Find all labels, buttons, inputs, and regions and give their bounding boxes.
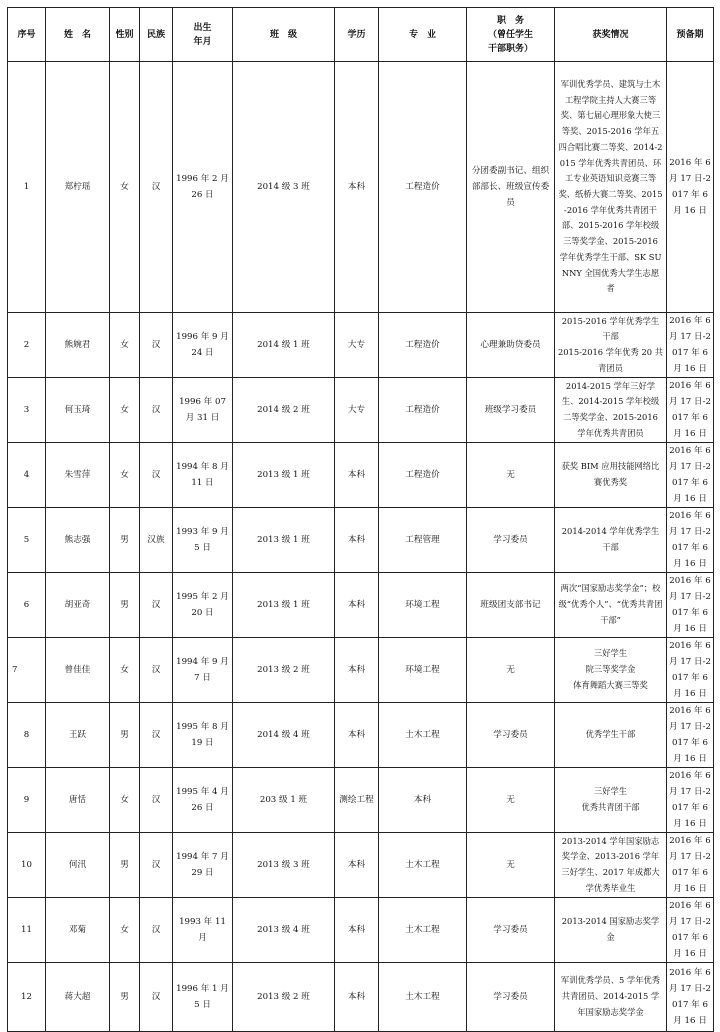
cell-major: 土木工程 (379, 963, 467, 1032)
cell-period: 2016 年 6 月 17 日-2017 年 6 月 16 日 (667, 768, 714, 833)
cell-period: 2016 年 6 月 17 日-2017 年 6 月 16 日 (667, 638, 714, 703)
cell-duty: 无 (467, 833, 555, 898)
cell-period: 2016 年 6 月 17 日-2017 年 6 月 16 日 (667, 62, 714, 313)
cell-name: 邓菊 (46, 898, 110, 963)
cell-birth: 1995 年 4 月 26 日 (173, 768, 233, 833)
cell-duty: 班级学习委员 (467, 378, 555, 443)
header-ethnic: 民族 (140, 8, 173, 62)
cell-education: 本科 (335, 62, 379, 313)
header-birth: 出生 年月 (173, 8, 233, 62)
cell-duty: 班级团支部书记 (467, 573, 555, 638)
header-duty: 职 务 （曾任学生 干部职务） (467, 8, 555, 62)
cell-duty: 心理兼助贷委员 (467, 313, 555, 378)
cell-awards: 优秀学生干部 (555, 703, 667, 768)
cell-birth: 1993 年 11 月 (173, 898, 233, 963)
table-row (8, 833, 714, 898)
cell-class: 2014 级 1 班 (233, 313, 335, 378)
cell-birth: 1994 年 9 月 7 日 (173, 638, 233, 703)
cell-birth: 1996 年 1 月 5 日 (173, 963, 233, 1032)
cell-major: 土木工程 (379, 703, 467, 768)
cell-name: 胡亚奇 (46, 573, 110, 638)
cell-education: 本科 (335, 963, 379, 1032)
cell-name: 郑柠瑶 (46, 62, 110, 313)
cell-sex: 女 (110, 62, 140, 313)
cell-no: 6 (8, 573, 46, 638)
cell-period: 2016 年 6 月 17 日-2017 年 6 月 16 日 (667, 833, 714, 898)
cell-education: 本科 (335, 508, 379, 573)
table-row (8, 443, 714, 508)
cell-class: 2013 级 4 班 (233, 898, 335, 963)
cell-class: 2014 级 4 班 (233, 703, 335, 768)
cell-education: 本科 (335, 703, 379, 768)
cell-period: 2016 年 6 月 17 日-2017 年 6 月 16 日 (667, 573, 714, 638)
cell-education: 本科 (335, 573, 379, 638)
cell-birth: 1996 年 07 月 31 日 (173, 378, 233, 443)
table-row (8, 508, 714, 573)
cell-period: 2016 年 6 月 17 日-2017 年 6 月 16 日 (667, 898, 714, 963)
cell-education: 大专 (335, 378, 379, 443)
cell-no: 4 (8, 443, 46, 508)
cell-awards: 获奖 BIM 应用技能网络比赛优秀奖 (555, 443, 667, 508)
cell-class: 2013 级 2 班 (233, 638, 335, 703)
cell-class: 203 级 1 班 (233, 768, 335, 833)
cell-sex: 女 (110, 638, 140, 703)
cell-duty: 学习委员 (467, 898, 555, 963)
header-name: 姓 名 (46, 8, 110, 62)
cell-no: 8 (8, 703, 46, 768)
cell-major: 本科 (379, 768, 467, 833)
cell-class: 2013 级 1 班 (233, 443, 335, 508)
cell-name: 王跃 (46, 703, 110, 768)
cell-no: 2 (8, 313, 46, 378)
cell-duty: 学习委员 (467, 703, 555, 768)
table-row (8, 378, 714, 443)
cell-period: 2016 年 6 月 17 日-2017 年 6 月 16 日 (667, 378, 714, 443)
cell-duty: 无 (467, 638, 555, 703)
cell-no: 7 (8, 638, 46, 703)
table-row (8, 62, 714, 313)
cell-no: 9 (8, 768, 46, 833)
cell-period: 2016 年 6 月 17 日-2017 年 6 月 16 日 (667, 963, 714, 1032)
cell-sex: 男 (110, 703, 140, 768)
header-major: 专 业 (379, 8, 467, 62)
cell-major: 环境工程 (379, 573, 467, 638)
cell-awards: 2015-2016 学年优秀学生干部 2015-2016 学年优秀 20 共青团员 (555, 313, 667, 378)
cell-duty: 学习委员 (467, 963, 555, 1032)
cell-name: 朱雪萍 (46, 443, 110, 508)
cell-name: 熊志强 (46, 508, 110, 573)
cell-class: 2013 级 1 班 (233, 508, 335, 573)
cell-name: 何玉琦 (46, 378, 110, 443)
cell-education: 本科 (335, 898, 379, 963)
cell-name: 熊婉君 (46, 313, 110, 378)
header-sex: 性别 (110, 8, 140, 62)
cell-period: 2016 年 6 月 17 日-2017 年 6 月 16 日 (667, 443, 714, 508)
header-no: 序号 (8, 8, 46, 62)
cell-sex: 女 (110, 898, 140, 963)
cell-no: 11 (8, 898, 46, 963)
table-row (8, 313, 714, 378)
member-table (7, 7, 714, 1032)
cell-class: 2014 级 2 班 (233, 378, 335, 443)
cell-education: 本科 (335, 443, 379, 508)
header-row (8, 8, 714, 62)
cell-education: 本科 (335, 833, 379, 898)
cell-name: 唐恬 (46, 768, 110, 833)
cell-birth: 1996 年 2 月 26 日 (173, 62, 233, 313)
cell-sex: 女 (110, 768, 140, 833)
cell-sex: 男 (110, 833, 140, 898)
table-row (8, 573, 714, 638)
cell-sex: 女 (110, 443, 140, 508)
cell-period: 2016 年 6 月 17 日-2017 年 6 月 16 日 (667, 313, 714, 378)
cell-ethnic: 汉 (140, 898, 173, 963)
cell-major: 工程管理 (379, 508, 467, 573)
cell-period: 2016 年 6 月 17 日-2017 年 6 月 16 日 (667, 508, 714, 573)
cell-awards: 2013-2014 学年国家励志奖学金、2013-2016 学年三好学生、2017 年成都大学优秀毕业生 (555, 833, 667, 898)
cell-sex: 女 (110, 378, 140, 443)
table-row (8, 703, 714, 768)
cell-no: 10 (8, 833, 46, 898)
cell-ethnic: 汉 (140, 768, 173, 833)
cell-duty: 学习委员 (467, 508, 555, 573)
cell-ethnic: 汉族 (140, 508, 173, 573)
table-row (8, 638, 714, 703)
cell-awards: 三好学生 院三等奖学金 体育舞蹈大赛三等奖 (555, 638, 667, 703)
cell-duty: 无 (467, 443, 555, 508)
cell-no: 3 (8, 378, 46, 443)
cell-ethnic: 汉 (140, 833, 173, 898)
cell-class: 2013 级 3 班 (233, 833, 335, 898)
header-awards: 获奖情况 (555, 8, 667, 62)
cell-education: 测绘工程 (335, 768, 379, 833)
cell-sex: 男 (110, 508, 140, 573)
cell-birth: 1995 年 2 月 20 日 (173, 573, 233, 638)
cell-major: 工程造价 (379, 443, 467, 508)
cell-major: 工程造价 (379, 62, 467, 313)
cell-awards: 军训优秀学员、建筑与土木工程学院主持人大赛三等奖、第七届心理形象大使三等奖、2015-2016 学年五四合唱比赛二等奖、2014-2015 学年优秀共青团员、环工专业英语知识竞赛三等奖、纸桥大赛二等奖、2015-2016 学年优秀共青团干部、2015-2016 学年校级三等奖学金、2015-2016 学年优秀学生干部、SK SUNNY 全国优秀大学生志愿者 (555, 62, 667, 313)
table-row (8, 898, 714, 963)
header-education: 学历 (335, 8, 379, 62)
cell-ethnic: 汉 (140, 573, 173, 638)
cell-ethnic: 汉 (140, 638, 173, 703)
cell-awards: 2013-2014 国家励志奖学金 (555, 898, 667, 963)
cell-awards: 2014-2014 学年优秀学生干部 (555, 508, 667, 573)
cell-duty: 分团委副书记、组织部部长、班级宣传委员 (467, 62, 555, 313)
cell-period: 2016 年 6 月 17 日-2017 年 6 月 16 日 (667, 703, 714, 768)
header-class: 班 级 (233, 8, 335, 62)
cell-major: 土木工程 (379, 898, 467, 963)
cell-no: 12 (8, 963, 46, 1032)
cell-ethnic: 汉 (140, 62, 173, 313)
cell-education: 本科 (335, 638, 379, 703)
cell-awards: 2014-2015 学年三好学生、2014-2015 学年校级二等奖学金、2015-2016 学年优秀共青团员 (555, 378, 667, 443)
cell-ethnic: 汉 (140, 443, 173, 508)
cell-birth: 1994 年 8 月 11 日 (173, 443, 233, 508)
cell-duty: 无 (467, 768, 555, 833)
cell-no: 5 (8, 508, 46, 573)
cell-no: 1 (8, 62, 46, 313)
cell-name: 何汛 (46, 833, 110, 898)
cell-ethnic: 汉 (140, 313, 173, 378)
cell-major: 环境工程 (379, 638, 467, 703)
cell-sex: 男 (110, 963, 140, 1032)
cell-sex: 女 (110, 313, 140, 378)
cell-name: 蒋大超 (46, 963, 110, 1032)
cell-birth: 1994 年 7 月 29 日 (173, 833, 233, 898)
header-period: 预备期 (667, 8, 714, 62)
cell-ethnic: 汉 (140, 963, 173, 1032)
cell-birth: 1995 年 8 月 19 日 (173, 703, 233, 768)
cell-awards: 三好学生 优秀共青团干部 (555, 768, 667, 833)
cell-major: 工程造价 (379, 378, 467, 443)
cell-awards: 两次“国家励志奖学金”；校级“优秀个人”、“优秀共青团干部” (555, 573, 667, 638)
cell-major: 工程造价 (379, 313, 467, 378)
cell-birth: 1996 年 9 月 24 日 (173, 313, 233, 378)
cell-major: 土木工程 (379, 833, 467, 898)
cell-awards: 军训优秀学员、5 学年优秀共青团员、2014-2015 学年国家励志奖学金 (555, 963, 667, 1032)
cell-ethnic: 汉 (140, 378, 173, 443)
cell-sex: 男 (110, 573, 140, 638)
cell-name: 曾佳佳 (46, 638, 110, 703)
cell-birth: 1993 年 9 月 5 日 (173, 508, 233, 573)
cell-class: 2014 级 3 班 (233, 62, 335, 313)
table-row (8, 963, 714, 1032)
cell-ethnic: 汉 (140, 703, 173, 768)
cell-class: 2013 级 1 班 (233, 573, 335, 638)
table-row (8, 768, 714, 833)
cell-class: 2013 级 2 班 (233, 963, 335, 1032)
cell-education: 大专 (335, 313, 379, 378)
